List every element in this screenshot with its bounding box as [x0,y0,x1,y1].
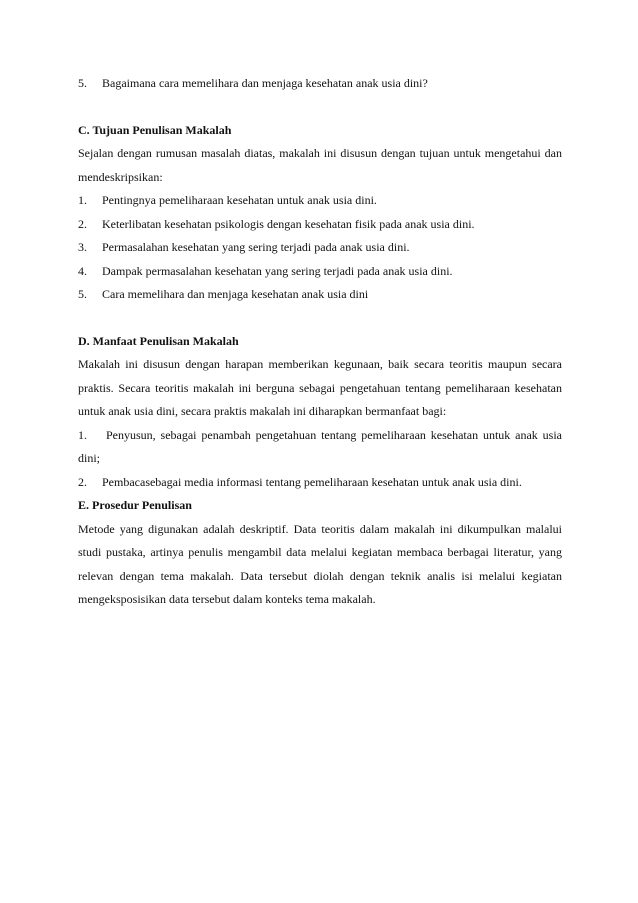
list-item [78,471,562,495]
list-item-number: 1. [78,427,87,442]
list-item-number: 4. [78,263,87,278]
list-item-number: 5. [78,76,87,90]
list-item [78,189,562,213]
list-item [78,260,562,284]
list-item-text: Cara memelihara dan menjaga kesehatan anak usia dini [102,287,369,301]
list-item [78,213,562,237]
section-e-heading: E. Prosedur Penulisan [78,498,192,512]
list-item-number: 2. [78,474,87,489]
list-item-text: Keterlibatan kesehatan psikologis dengan kesehatan fisik pada anak usia dini. [102,216,475,231]
list-item-text: Pembacasebagai media informasi tentang pemeliharaan kesehatan untuk anak usia dini. [102,474,522,489]
section-d-list [78,424,562,495]
section-c-list [78,189,562,307]
list-item-number: 5. [78,287,87,301]
section-d-paragraph: Makalah ini disusun dengan harapan memberikan kegunaan, baik secara teoritis maupun secara praktis. Secara teoritis makalah ini berguna sebagai pengetahuan tentang pemeliharaan kesehatan untuk anak usia dini, secara praktis makalah ini diharapkan bermanfaat bagi: [78,357,562,418]
section-d-heading: D. Manfaat Penulisan Makalah [78,333,239,348]
document-page [78,72,562,612]
list-item [78,283,562,307]
list-item-number: 1. [78,193,87,207]
list-item-text: Bagaimana cara memelihara dan menjaga kesehatan anak usia dini? [102,76,428,90]
list-item-text: Pentingnya pemeliharaan kesehatan untuk anak usia dini. [102,193,377,207]
list-item-text: Permasalahan kesehatan yang sering terjadi pada anak usia dini. [102,240,410,254]
intro-list-item [78,72,562,96]
list-item-number: 3. [78,240,87,254]
list-item-text: Penyusun, sebagai penambah pengetahuan tentang pemeliharaan kesehatan untuk anak usia dini; [78,427,562,465]
section-c-heading: C. Tujuan Penulisan Makalah [78,122,232,137]
list-item-number: 2. [78,216,87,231]
list-item-text: Dampak permasalahan kesehatan yang sering terjadi pada anak usia dini. [102,263,453,278]
list-item [78,424,562,471]
section-c-paragraph: Sejalan dengan rumusan masalah diatas, makalah ini disusun dengan tujuan untuk mengetahui dan mendeskripsikan: [78,146,562,184]
list-item [78,236,562,260]
section-e-paragraph: Metode yang digunakan adalah deskriptif. Data teoritis dalam makalah ini dikumpulkan malalui studi pustaka, artinya penulis mengambil data melalui kegiatan membaca berbagai literatur, yang relevan dengan tema makalah. Data tersebut diolah dengan teknik analis isi melalui kegiatan mengeksposisikan data tersebut dalam konteks tema makalah. [78,521,562,606]
